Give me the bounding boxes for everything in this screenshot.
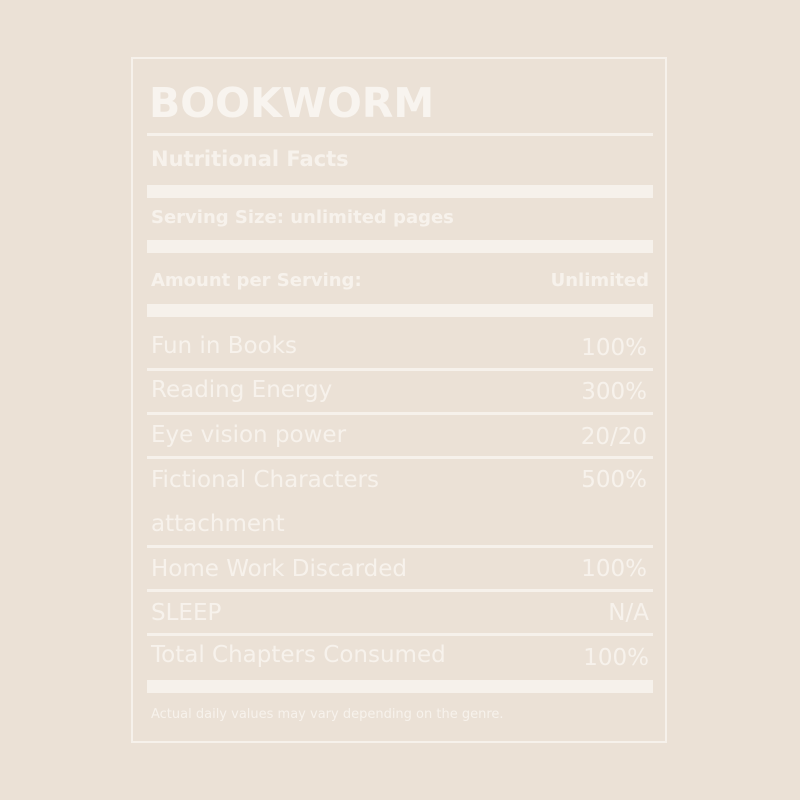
row-divider xyxy=(147,633,653,636)
row-name: Total Chapters Consumed xyxy=(151,642,446,668)
serving-bar xyxy=(147,240,653,253)
row-value: 500% xyxy=(581,467,647,493)
amount-per-serving-label: Amount per Serving: xyxy=(151,270,362,291)
amount-bar xyxy=(147,304,653,317)
title-divider xyxy=(147,133,653,136)
row-name: Home Work Discarded xyxy=(151,556,408,582)
row-divider xyxy=(147,456,653,459)
nutrition-label xyxy=(131,57,667,743)
row-value: 300% xyxy=(581,379,647,405)
row-name: Eye vision power xyxy=(151,422,347,448)
amount-per-serving-value: Unlimited xyxy=(550,270,649,291)
row-value: N/A xyxy=(608,600,649,626)
row-divider xyxy=(147,368,653,371)
row-name: SLEEP xyxy=(151,600,222,626)
row-name: Fictional Characters xyxy=(151,467,379,493)
row-value: 100% xyxy=(583,645,649,671)
row-name-continued: attachment xyxy=(151,511,285,537)
row-name: Fun in Books xyxy=(151,333,297,359)
label-title: BOOKWORM xyxy=(149,79,435,127)
subtitle-bar xyxy=(147,185,653,198)
serving-size: Serving Size: unlimited pages xyxy=(151,207,454,228)
row-divider xyxy=(147,589,653,592)
footer-bar xyxy=(147,680,653,693)
row-value: 20/20 xyxy=(580,424,647,450)
row-name: Reading Energy xyxy=(151,377,333,403)
footnote: Actual daily values may vary depending on the genre. xyxy=(151,707,504,722)
row-value: 100% xyxy=(581,556,647,582)
label-subtitle: Nutritional Facts xyxy=(151,147,349,171)
row-divider xyxy=(147,412,653,415)
row-divider xyxy=(147,545,653,548)
row-value: 100% xyxy=(581,335,647,361)
